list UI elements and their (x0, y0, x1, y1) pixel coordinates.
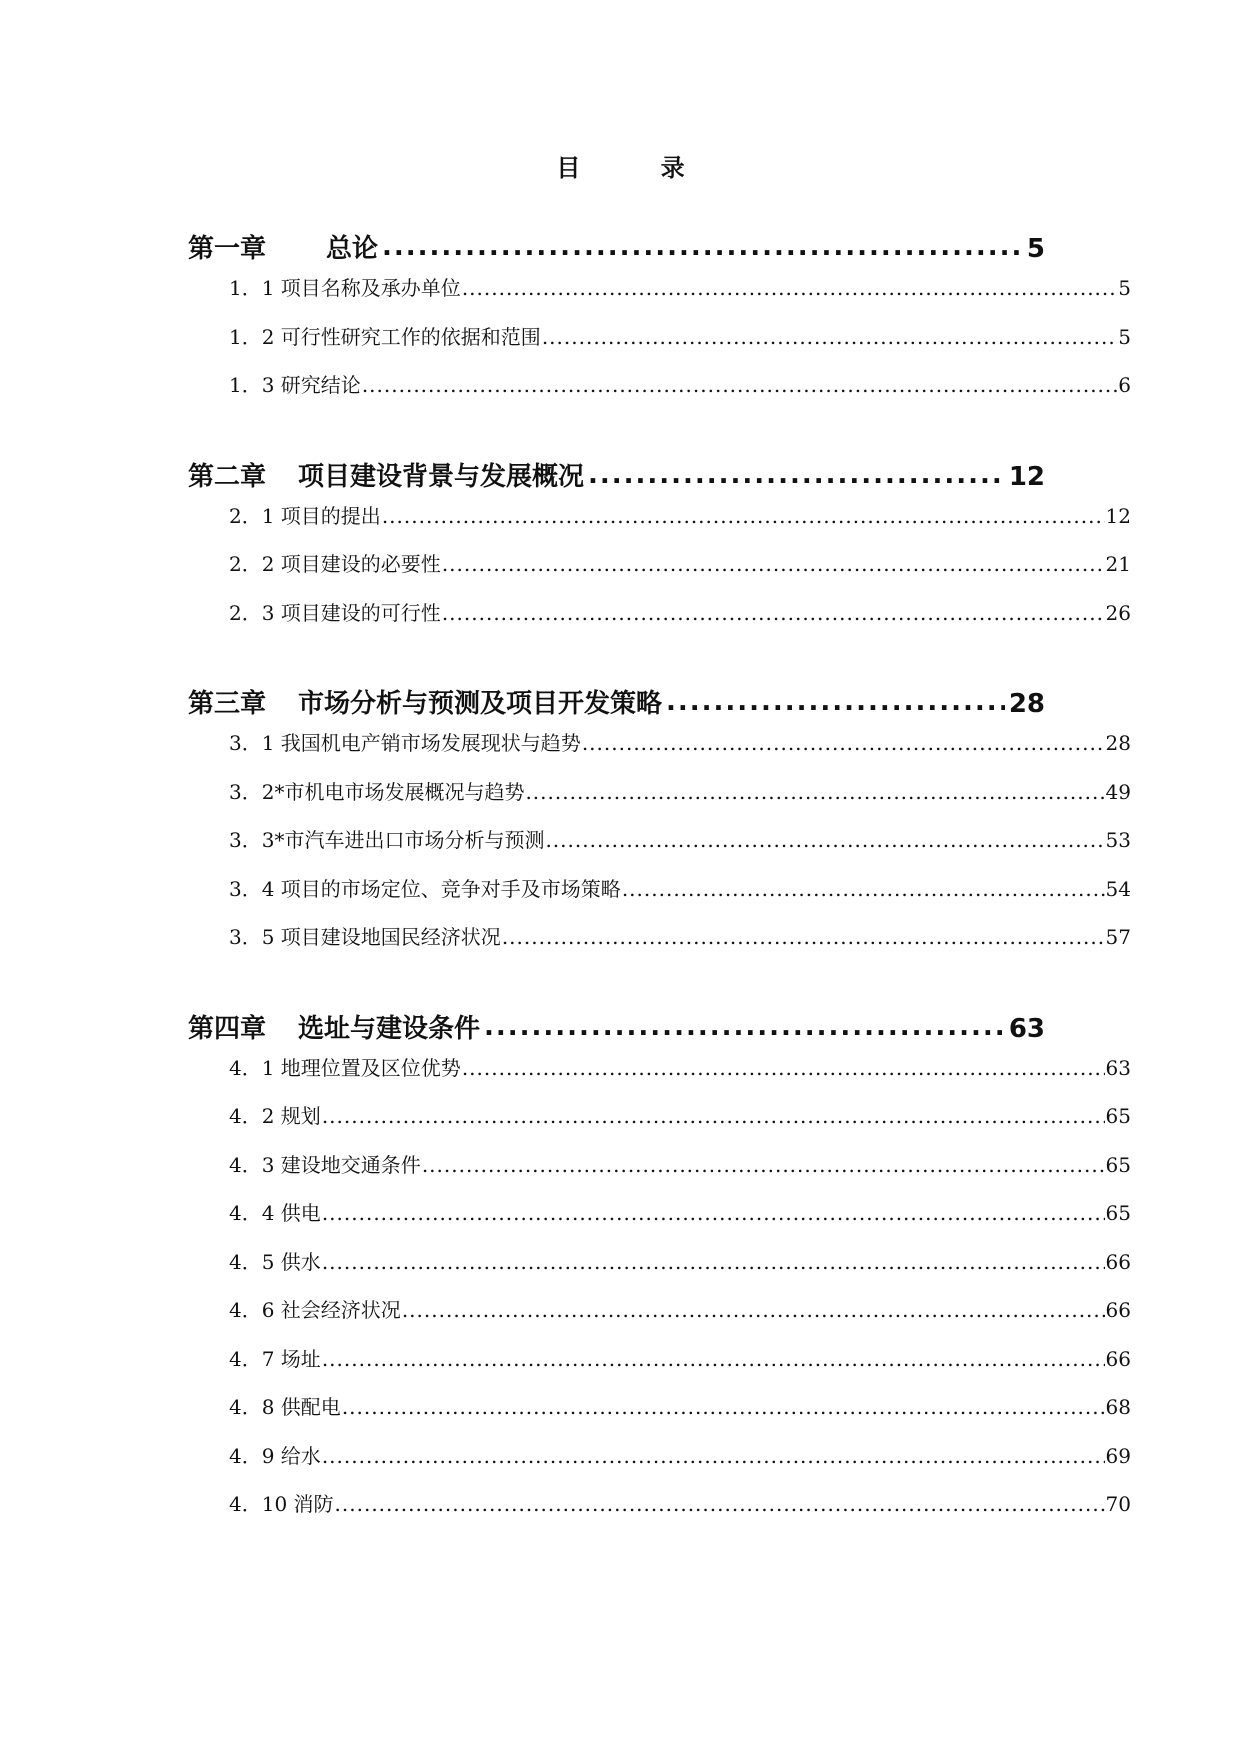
section-label: 4．8 供配电 (229, 1395, 341, 1419)
section-label: 4．7 场址 (229, 1346, 321, 1371)
toc-section-entry[interactable] (229, 276, 1131, 325)
dot-leader (362, 373, 1117, 397)
section-label: 4．10 消防 (229, 1492, 334, 1516)
toc-chapter (188, 228, 1241, 422)
dot-leader (588, 460, 1005, 490)
dot-leader (322, 1250, 1105, 1274)
section-label: 4．2 规划 (229, 1104, 321, 1128)
section-label: 4．1 地理位置及区位优势 (229, 1055, 461, 1080)
section-list (229, 731, 1131, 974)
section-label: 4．9 给水 (229, 1443, 321, 1468)
section-page-number: 5 (1118, 276, 1131, 300)
section-label: 3．1 我国机电产销市场发展现状与趋势 (229, 731, 581, 755)
section-page-number: 68 (1105, 1395, 1131, 1419)
section-page-number: 21 (1105, 552, 1131, 576)
toc-section-entry[interactable] (229, 1153, 1131, 1202)
section-page-number: 5 (1118, 324, 1131, 349)
toc-section-entry[interactable] (229, 601, 1131, 650)
section-label: 1．1 项目名称及承办单位 (229, 276, 461, 300)
section-label: 4．3 建设地交通条件 (229, 1152, 421, 1177)
section-label: 4．5 供水 (229, 1249, 321, 1274)
toc-section-entry[interactable] (229, 780, 1131, 829)
toc-section-entry[interactable] (229, 925, 1131, 974)
section-page-number: 28 (1105, 731, 1131, 755)
toc-section-entry[interactable] (229, 1104, 1131, 1153)
dot-leader (322, 1347, 1105, 1371)
chapter-number: 第一章 (188, 234, 267, 264)
section-label: 1．2 可行性研究工作的依据和范围 (229, 324, 541, 349)
section-page-number: 49 (1105, 779, 1131, 804)
chapter-page-number: 28 (1008, 689, 1045, 719)
section-list (229, 276, 1131, 422)
section-page-number: 65 (1105, 1201, 1131, 1225)
section-page-number: 6 (1118, 373, 1131, 397)
dot-leader (422, 1153, 1105, 1177)
section-label: 3．3*市汽车进出口市场分析与预测 (229, 828, 545, 852)
toc-section-entry[interactable] (229, 504, 1131, 553)
toc-chapter (188, 1008, 1241, 1541)
toc-section-entry[interactable] (229, 1056, 1131, 1105)
dot-leader (442, 601, 1105, 625)
toc-chapter (188, 456, 1241, 650)
section-label: 2．1 项目的提出 (229, 503, 381, 528)
dot-leader (382, 504, 1105, 528)
toc-title: 目 录 (556, 153, 721, 182)
chapter-page-number: 63 (1008, 1013, 1045, 1044)
toc-section-entry[interactable] (229, 325, 1131, 374)
dot-leader (322, 1201, 1105, 1225)
section-page-number: 65 (1105, 1104, 1131, 1128)
section-page-number: 12 (1105, 503, 1131, 528)
dot-leader (525, 780, 1104, 804)
section-page-number: 26 (1105, 600, 1131, 625)
dot-leader (502, 925, 1105, 949)
dot-leader (342, 1395, 1105, 1419)
dot-leader (462, 1056, 1105, 1080)
toc-section-entry[interactable] (229, 1201, 1131, 1250)
section-label: 4．4 供电 (229, 1201, 321, 1225)
section-label: 3．2*市机电市场发展概况与趋势 (229, 779, 525, 804)
dot-leader (545, 828, 1104, 852)
chapter-number: 第四章 (188, 1013, 267, 1044)
toc-section-entry[interactable] (229, 1395, 1131, 1444)
chapter-number: 第三章 (188, 689, 267, 719)
dot-leader (322, 1444, 1105, 1468)
dot-leader (402, 1298, 1105, 1322)
section-page-number: 53 (1105, 828, 1131, 852)
toc-section-entry[interactable] (229, 731, 1131, 780)
toc-chapter-entry[interactable] (188, 456, 1045, 496)
section-page-number: 69 (1105, 1443, 1131, 1468)
section-page-number: 70 (1105, 1492, 1131, 1516)
chapter-title: 总论 (326, 234, 379, 264)
toc-section-entry[interactable] (229, 373, 1131, 422)
dot-leader (322, 1104, 1105, 1128)
section-page-number: 54 (1105, 876, 1131, 901)
toc-chapter-entry[interactable] (188, 683, 1045, 723)
section-page-number: 66 (1105, 1298, 1131, 1322)
section-page-number: 66 (1105, 1346, 1131, 1371)
section-label: 3．5 项目建设地国民经济状况 (229, 925, 501, 949)
section-list (229, 504, 1131, 650)
dot-leader (484, 1012, 1005, 1042)
toc-chapter-entry[interactable] (188, 228, 1045, 268)
dot-leader (335, 1492, 1105, 1516)
table-of-contents (188, 228, 1241, 1541)
section-label: 3．4 项目的市场定位、竞争对手及市场策略 (229, 876, 621, 901)
section-list (229, 1056, 1131, 1541)
section-label: 2．3 项目建设的可行性 (229, 600, 441, 625)
toc-section-entry[interactable] (229, 1492, 1131, 1541)
dot-leader (622, 877, 1105, 901)
toc-section-entry[interactable] (229, 1347, 1131, 1396)
toc-section-entry[interactable] (229, 1444, 1131, 1493)
section-page-number: 66 (1105, 1249, 1131, 1274)
toc-section-entry[interactable] (229, 828, 1131, 877)
toc-section-entry[interactable] (229, 877, 1131, 926)
chapter-page-number: 5 (1026, 234, 1045, 264)
dot-leader (462, 276, 1117, 300)
chapter-title: 项目建设背景与发展概况 (298, 461, 585, 492)
toc-section-entry[interactable] (229, 552, 1131, 601)
dot-leader (542, 325, 1117, 349)
chapter-title: 选址与建设条件 (298, 1013, 481, 1044)
section-page-number: 65 (1105, 1152, 1131, 1177)
chapter-page-number: 12 (1008, 461, 1045, 492)
section-label: 1．3 研究结论 (229, 373, 361, 397)
chapter-number: 第二章 (188, 461, 267, 492)
dot-leader (382, 232, 1023, 262)
dot-leader (442, 552, 1105, 576)
section-page-number: 57 (1105, 925, 1131, 949)
toc-chapter (188, 683, 1241, 974)
section-page-number: 63 (1105, 1055, 1131, 1080)
dot-leader (666, 687, 1005, 717)
chapter-title: 市场分析与预测及项目开发策略 (298, 689, 663, 719)
toc-section-entry[interactable] (229, 1298, 1131, 1347)
dot-leader (582, 731, 1105, 755)
toc-chapter-entry[interactable] (188, 1008, 1045, 1048)
section-label: 4．6 社会经济状况 (229, 1298, 401, 1322)
section-label: 2．2 项目建设的必要性 (229, 552, 441, 576)
toc-section-entry[interactable] (229, 1250, 1131, 1299)
